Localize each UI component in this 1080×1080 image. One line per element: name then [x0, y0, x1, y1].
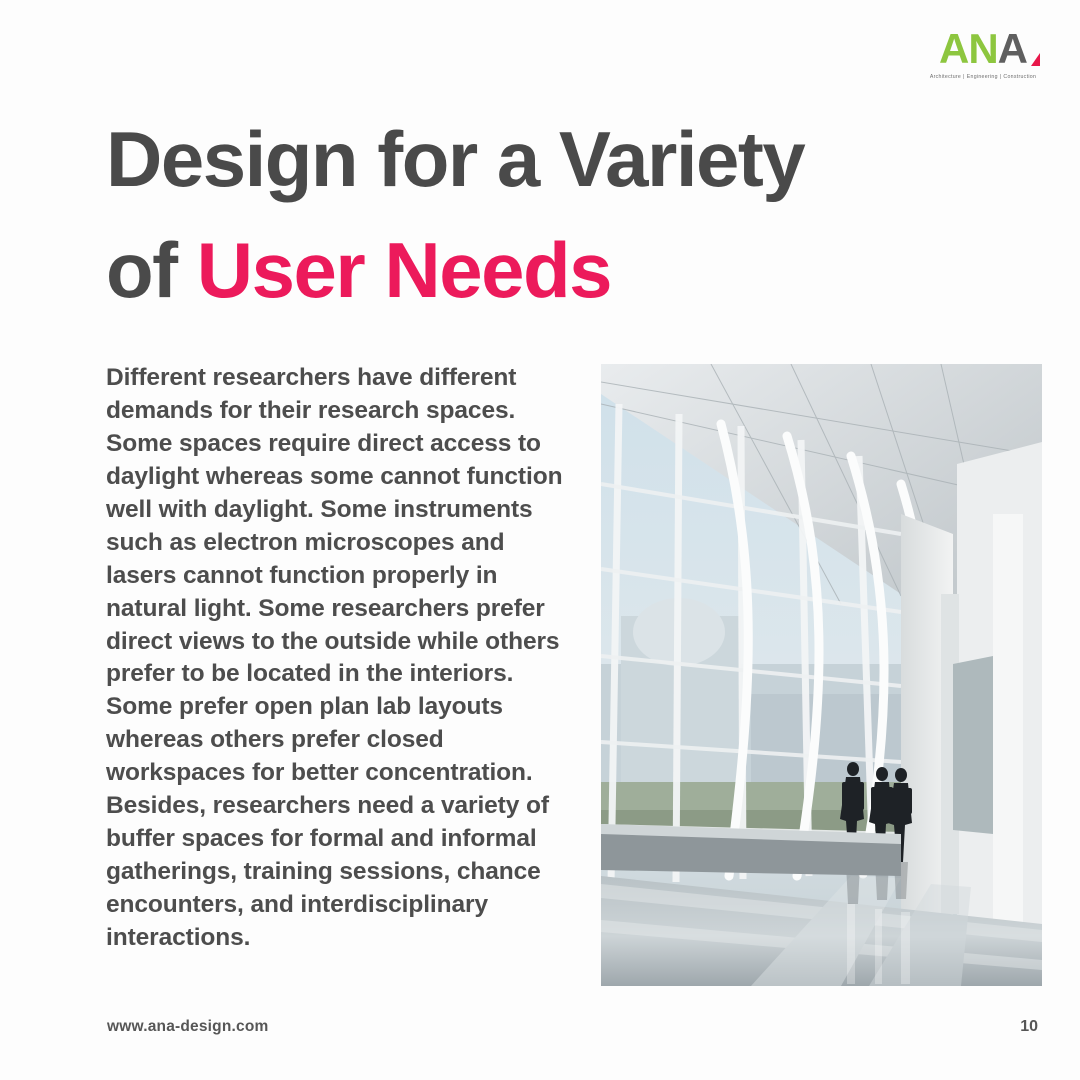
logo-tagline-architecture: Architecture [929, 74, 962, 80]
footer-website-url[interactable]: www.ana-design.com [107, 1018, 269, 1035]
logo-tagline-engineering: Engineering [966, 74, 998, 80]
logo-tagline: Architecture | Engineering | Construction [929, 74, 1037, 80]
brand-logo [924, 26, 1042, 80]
body-paragraph: Different researchers have different demands for their research spaces. Some spaces require direct access to daylight whereas some cannot function well with daylight. Some instruments such as electron microscopes and lasers cannot function properly in natural light. Some researchers prefer direct views to the outside while others prefer to be located in the interiors. Some prefer open plan lab layouts whereas others prefer closed workspaces for better concentration. Besides, researchers need a variety of buffer spaces for formal and informal gatherings, training sessions, chance encounters, and interdisciplinary interactions. [106, 364, 563, 951]
title-line-2-prefix: of [106, 225, 197, 314]
logo-letters-green: AN [938, 25, 998, 72]
page-number: 10 [1020, 1018, 1038, 1035]
logo-tagline-construction: Construction [1003, 74, 1037, 80]
logo-wordmark [924, 26, 1042, 72]
title-line-2-highlight: User Needs [196, 225, 612, 314]
atrium-photo [601, 364, 1042, 986]
page-title [106, 104, 1026, 326]
title-line-1: Design for a Variety [106, 115, 805, 203]
logo-accent-triangle-icon [1031, 53, 1040, 66]
logo-letter-dark: A [997, 25, 1027, 72]
